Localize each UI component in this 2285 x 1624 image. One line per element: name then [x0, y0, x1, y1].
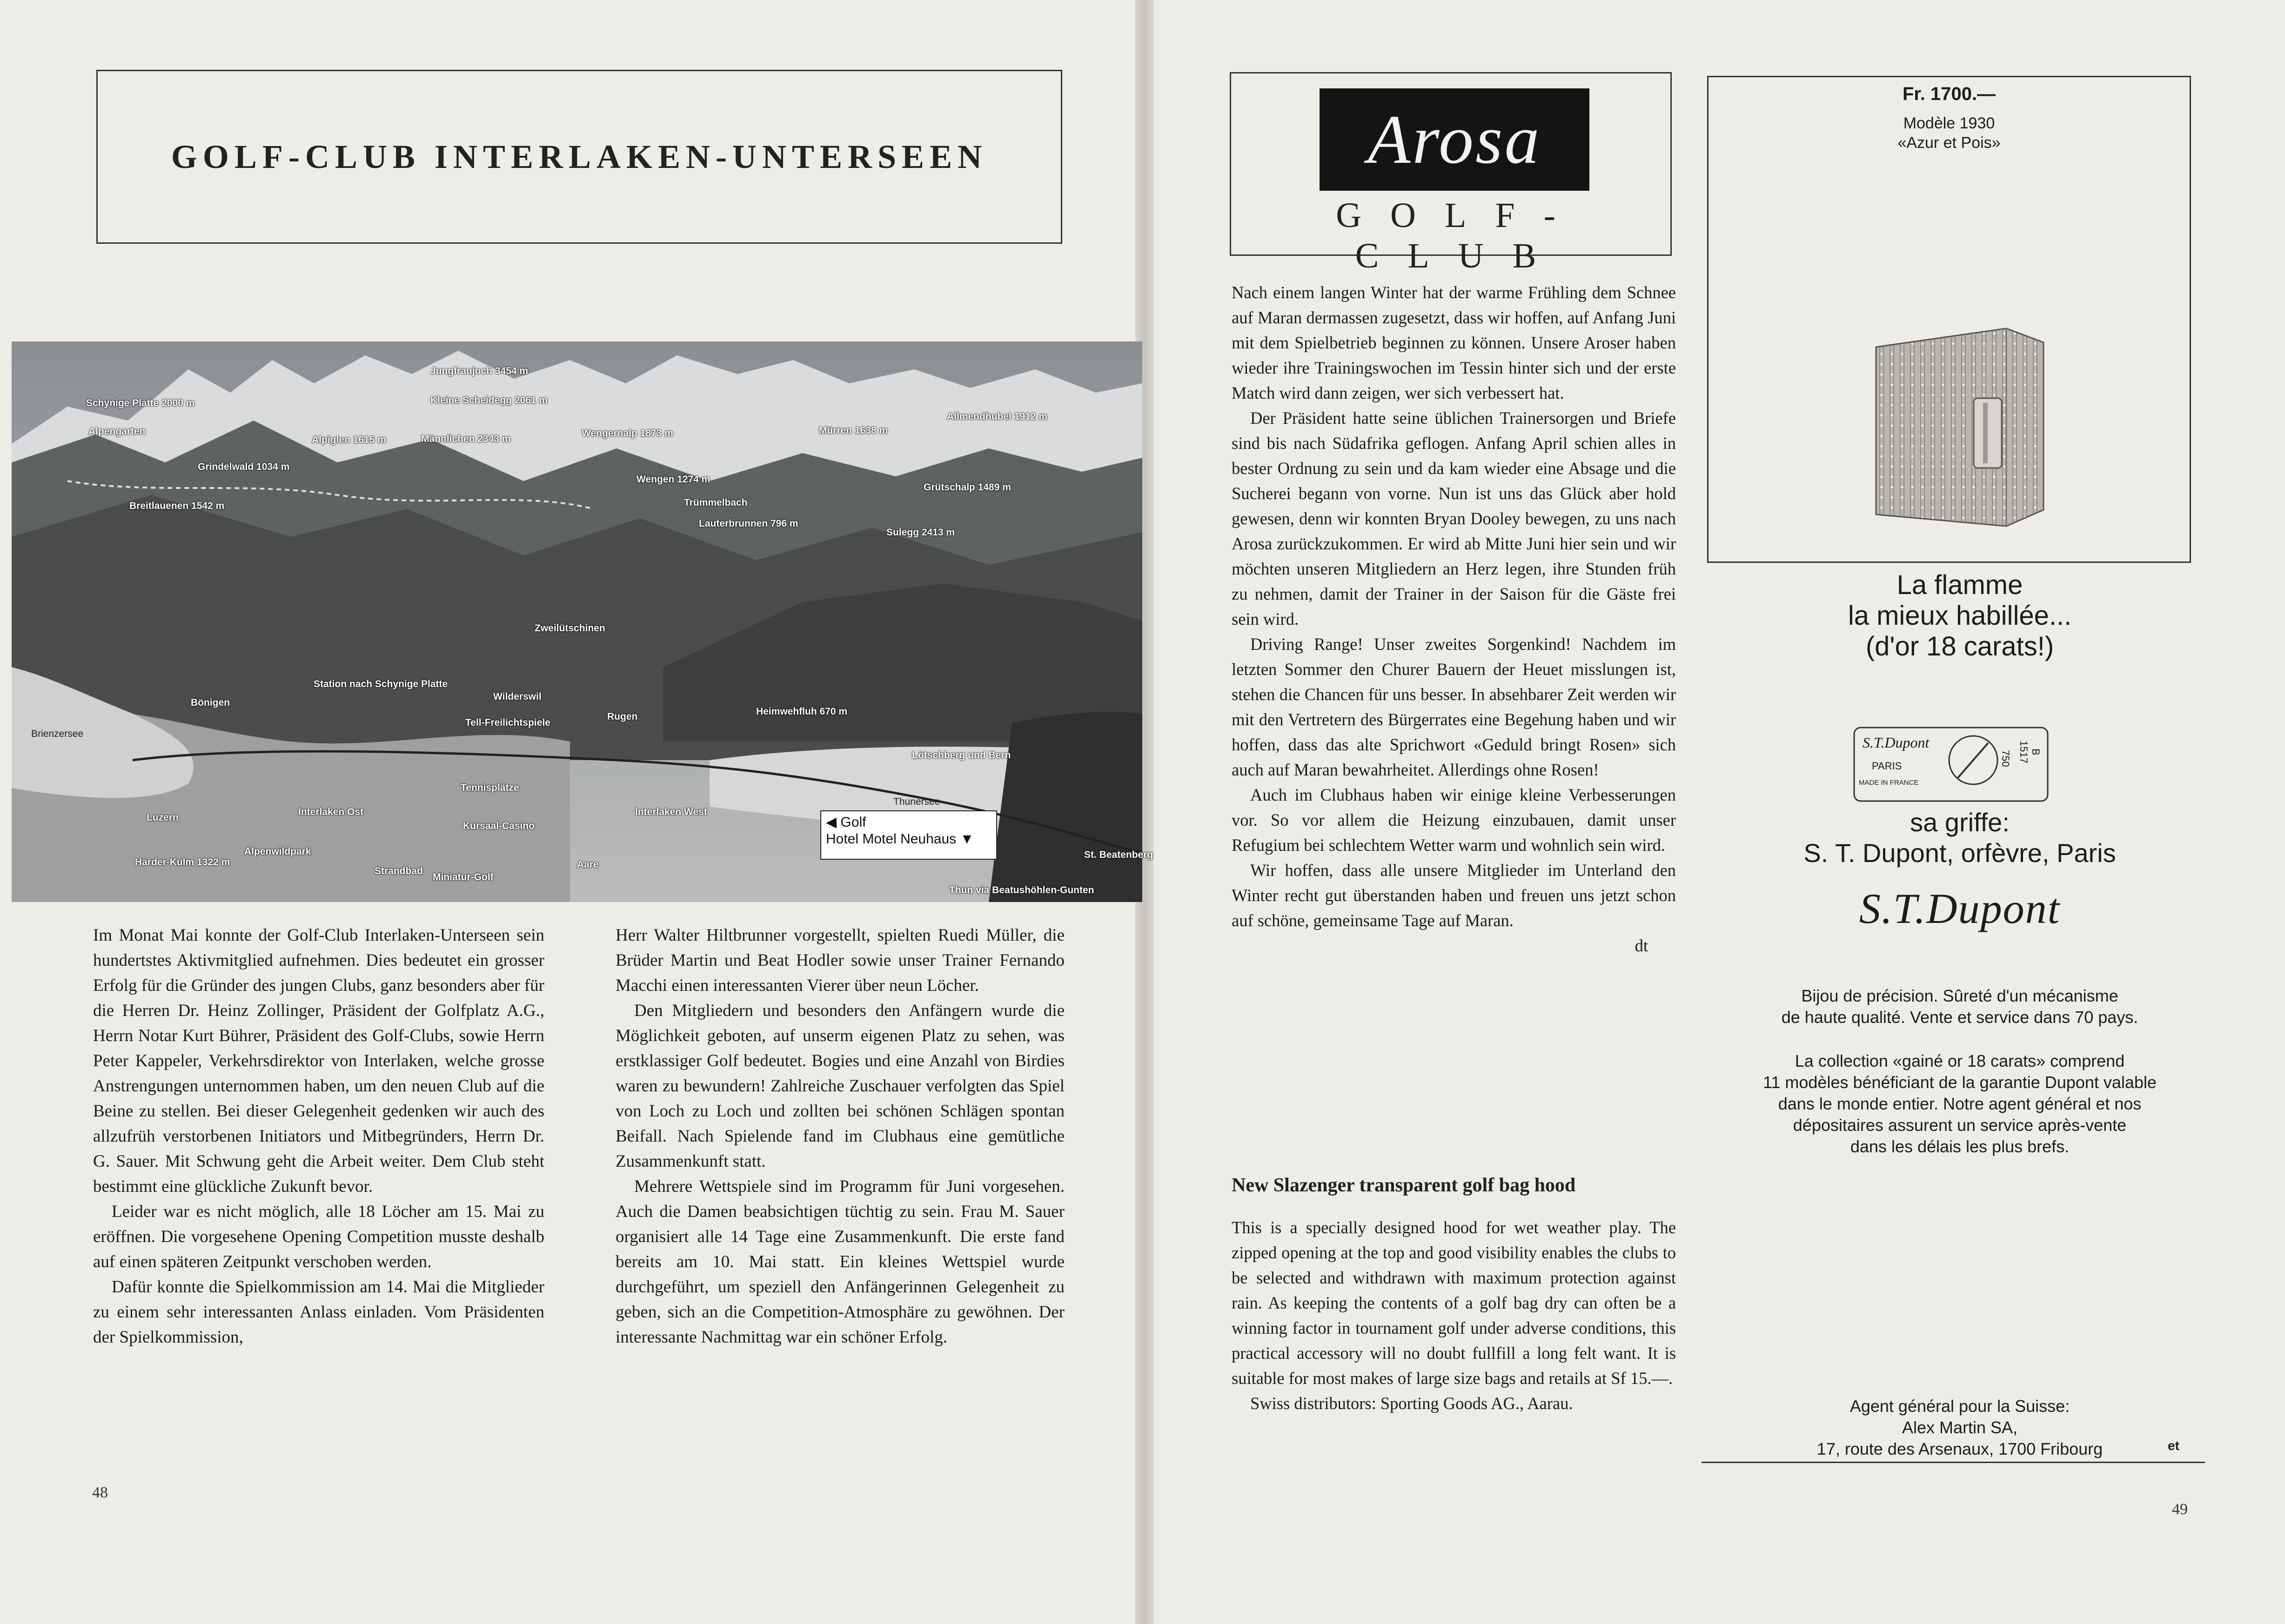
paragraph: Leider war es nicht möglich, alle 18 Löcher am 15. Mai zu eröffnen. Die vorgesehene Opening Competition musste deshalb auf einen späteren Zeitpunkt verschoben werden.: [93, 1202, 544, 1271]
paragraph: Nach einem langen Winter hat der warme Frühling dem Schnee auf Maran dermassen zugesetzt, dass wir hoffen, auf Anfang Juni mit dem Spielbetrieb beginnen zu können. Unsere Aroser haben wieder ihre Trainingswochen im Tessin hinter sich und der erste Match wird dann zeigen, wer sich verbessert hat.: [1232, 283, 1676, 402]
arosa-article: [1232, 280, 1676, 958]
model-name: [1709, 114, 2190, 153]
article-signature: dt: [1635, 936, 1648, 955]
map-label: Harder-Kulm 1322 m: [135, 857, 230, 868]
paragraph: Wir hoffen, dass alle unsere Mitglieder im Unterland den Winter recht gut überstanden haben und freuen uns jetzt schon auf schöne, gemeinsame Tage auf Maran.: [1232, 861, 1676, 930]
map-label: Strandbad: [375, 866, 423, 876]
bijou-line1: Bijou de précision. Sûreté d'un mécanisme: [1801, 986, 2118, 1005]
paragraph: Der Präsident hatte seine üblichen Trainersorgen und Briefe sind bis nach Südafrika geflogen. Anfang April schien alles in bester Ordnung zu sein und da kam wieder eine Absage und die Sucherei begann von vorne. Nun ist uns das Glück aber hold gewesen, denn wir konnten Bryan Dooley bewegen, zu uns nach Arosa zurückzukommen. Er wird ab Mitte Juni hier sein und wir möchten unseren Mitgliedern an Herz legen, ihre Stunden früh zu nehmen, damit der Trainer in der Saison für die Gäste frei sein wird.: [1232, 408, 1676, 628]
collection-text: [1688, 1050, 2232, 1157]
map-label: Wengernalp 1873 m: [582, 428, 673, 439]
bijou-text: [1688, 985, 2232, 1028]
map-label: Lötschberg und Bern: [912, 750, 1011, 761]
article-title-box: [96, 70, 1062, 244]
dupont-advertisement: [1688, 0, 2232, 1489]
article-title: GOLF-CLUB INTERLAKEN-UNTERSEEN: [171, 138, 988, 175]
map-label: Grindelwald 1034 m: [198, 461, 290, 472]
model-line1: Modèle 1930: [1903, 114, 1995, 132]
map-label: Jungfraujoch 3454 m: [430, 366, 529, 376]
map-label: Rugen: [607, 711, 638, 722]
lighter-image: [1867, 328, 2053, 526]
map-label: Wengen 1274 m: [637, 474, 710, 485]
article-column-1: [93, 923, 544, 1350]
article-column-2: [616, 923, 1065, 1350]
griffe-text: [1688, 807, 2232, 869]
agent-line: Alex Martin SA,: [1902, 1418, 2018, 1437]
slazenger-heading: New Slazenger transparent golf bag hood: [1232, 1175, 1576, 1196]
arrow-left-icon: ◀: [826, 815, 837, 830]
stamp-750: 750: [2000, 750, 2011, 767]
map-label: Sulegg 2413 m: [886, 527, 955, 538]
stamp-city: PARIS: [1872, 760, 1902, 772]
hallmark-stamp: [1853, 727, 2049, 802]
map-label: Miniatur-Golf: [433, 872, 494, 882]
dupont-signature: S.T.Dupont: [1859, 885, 2061, 932]
map-label: Luzern: [147, 812, 179, 823]
collection-line: dans le monde entier. Notre agent général et nos: [1778, 1094, 2142, 1113]
collection-line: 11 modèles bénéficiant de la garantie Dupont valable: [1763, 1073, 2157, 1092]
map-label: Alpenwildpark: [244, 846, 311, 857]
arosa-logo: [1320, 88, 1589, 191]
golf-direction-sign: [820, 810, 997, 860]
paragraph: Herr Walter Hiltbrunner vorgestellt, spielten Ruedi Müller, die Brüder Martin und Beat Hodler sowie unser Trainer Fernando Macchi einen interessanten Vierer über neun Löcher.: [616, 926, 1065, 995]
stamp-brand: S.T.Dupont: [1863, 734, 1930, 751]
model-line2: «Azur et Pois»: [1897, 134, 2001, 152]
interlaken-map: [12, 341, 1153, 902]
map-label: Lauterbrunnen 796 m: [699, 518, 798, 529]
map-label: Männlichen 2343 m: [421, 434, 511, 444]
map-label: Alpengarten: [88, 426, 146, 437]
arosa-header-box: [1230, 72, 1672, 275]
flame-headline: [1688, 570, 2232, 662]
paragraph: Den Mitgliedern und besonders den Anfängern wurde die Möglichkeit geboten, auf unserm eigenen Platz zu sehen, was erstklassiger Golf bedeutet. Bogies und eine Anzahl von Birdies waren zu bewundern! Zahlreiche Zuschauer verfolgten das Spiel von Loch zu Loch und zollten bei schönen Schlägen spontan Beifall. Nach Spielende fand im Clubhaus eine gemütliche Zusammenkunft statt.: [616, 1001, 1065, 1171]
paragraph: Driving Range! Unser zweites Sorgenkind! Nachdem im letzten Sommer den Churer Bauern der Heuet misslungen ist, stehen die Chancen für uns besser. In absehbarer Zeit werden wir mit den Vertretern des Bürgerrates eine Begehung haben und wir hoffen, dass das alte Sprichwort «Geduld bringt Rosen» sich auch auf Maran bewahrheitet. Allerdings ohne Rosen!: [1232, 635, 1676, 779]
map-label: Grütschalp 1489 m: [924, 482, 1011, 493]
slazenger-article: [1232, 1215, 1676, 1416]
stamp-code: B 1517: [2018, 741, 2042, 763]
map-label: Kursaal-Casino: [463, 821, 535, 831]
arosa-logo-text: Arosa: [1367, 101, 1541, 178]
collection-line: La collection «gainé or 18 carats» comprend: [1795, 1051, 2125, 1070]
map-label: Thun via Beatushöhlen-Gunten: [949, 885, 1094, 896]
map-label: Mürren 1638 m: [819, 425, 888, 436]
map-label: Interlaken Ost: [298, 807, 364, 817]
map-label: Tennisplätze: [461, 782, 519, 793]
flame-line1: La flamme: [1896, 570, 2023, 600]
collection-line: dépositaires assurent un service après-vente: [1793, 1116, 2127, 1135]
bijou-line2: de haute qualité. Vente et service dans 70 pays.: [1781, 1008, 2138, 1027]
flame-line2: la mieux habillée...: [1848, 601, 2072, 631]
map-label: Station nach Schynige Platte: [314, 679, 448, 689]
map-label: Brienzersee: [31, 728, 84, 739]
page-number: 49: [2172, 1501, 2188, 1518]
paragraph: Im Monat Mai konnte der Golf-Club Interlaken-Unterseen sein hundertstes Aktivmitglied aufnehmen. Dies bedeutet ein grosser Erfolg für die Gründer des jungen Clubs, ganz besonders aber für die Herren Dr. Heinz Zollinger, Präsident der Golfplatz A.G., Herrn Notar Kurt Bührer, Präsident des Golf-Clubs, sowie Herrn Peter Kappeler, Verkehrsdirektor von Interlaken, welche grosse Anstrengungen unternommen haben, um den neuen Club auf die Beine zu stellen. Bei dieser Gelegenheit gedenken wir auch des allzufrüh verstorbenen Initiators und Mitbegründers, Herrn Dr. G. Sauer. Mit Schwung geht die Arbeit weiter. Dem Club steht bestimmt eine glückliche Zukunft bevor.: [93, 926, 544, 1196]
map-label: Kleine Scheidegg 2061 m: [430, 395, 548, 406]
map-label: Breitlauenen 1542 m: [129, 501, 225, 511]
price: Fr. 1700.—: [1902, 84, 1996, 104]
map-label: Aare: [577, 859, 599, 870]
griffe-line2: S. T. Dupont, orfèvre, Paris: [1803, 838, 2116, 868]
map-label: Wilderswil: [493, 691, 542, 702]
lighter-frame: [1707, 76, 2191, 563]
golf-sign-line2: Hotel Motel Neuhaus: [826, 831, 957, 847]
agent-line: 17, route des Arsenaux, 1700 Fribourg: [1816, 1439, 2103, 1458]
map-label: Zweilütschinen: [535, 623, 605, 634]
golf-club-subtitle: GOLF-CLUB: [1336, 196, 1584, 275]
flame-line3: (d'or 18 carats!): [1865, 631, 2054, 662]
divider: [1702, 1462, 2205, 1463]
paragraph: Swiss distributors: Sporting Goods AG., Aarau.: [1250, 1394, 1573, 1413]
arrow-down-icon: ▼: [960, 831, 974, 847]
agent-code: et: [2168, 1438, 2179, 1453]
map-label: Thunersee: [893, 796, 940, 807]
map-label: St. Beatenberg: [1084, 849, 1153, 860]
golf-sign-line1: Golf: [840, 815, 866, 830]
map-label: Allmendhubel 1912 m: [947, 411, 1047, 422]
map-label: Schynige Platte 2000 m: [86, 398, 195, 408]
map-label: Tell-Freilichtspiele: [465, 717, 550, 728]
griffe-line1: sa griffe:: [1910, 808, 2010, 837]
collection-line: dans les délais les plus brefs.: [1850, 1137, 2070, 1156]
agent-address: [1688, 1396, 2232, 1460]
stamp-made: MADE IN FRANCE: [1859, 779, 1919, 787]
map-label: Interlaken West: [635, 807, 707, 817]
paragraph: Mehrere Wettspiele sind im Programm für Juni vorgesehen. Auch die Damen beabsichtigen tüchtig zu sein. Frau M. Sauer organisiert alle 14 Tage eine Zusammenkunft. Die erste fand bereits am 10. Mai statt. Ein kleines Wettspiel wurde durchgeführt, um speziell den Anfängerinnen Gelegenheit zu geben, sich an die Competition-Atmosphäre zu gewöhnen. Der interessante Nachmittag war ein schöner Erfolg.: [616, 1177, 1065, 1347]
page-number: 48: [92, 1484, 108, 1501]
paragraph: This is a specially designed hood for wet weather play. The zipped opening at the top and good visibility enables the clubs to be selected and withdrawn with maximum protection against rain. As keeping the contents of a golf bag dry can often be a winning factor in tournament golf under adverse conditions, this practical accessory will no doubt fullfill a long felt want. It is suitable for most makes of large size bags and retails at Sf 15.—.: [1232, 1218, 1676, 1388]
paragraph: Dafür konnte die Spielkommission am 14. Mai die Mitglieder zu einem sehr interessanten Anlass einladen. Vom Präsidenten der Spielkommission,: [93, 1277, 544, 1347]
map-label: Bönigen: [191, 697, 230, 708]
map-label: Heimwehfluh 670 m: [756, 706, 848, 717]
paragraph: Auch im Clubhaus haben wir einige kleine Verbesserungen vor. So vor allem die Heizung einzubauen, damit unser Refugium bei schlechtem Wetter warm und wohnlich sein wird.: [1232, 785, 1676, 855]
agent-line: Agent général pour la Suisse:: [1849, 1397, 2070, 1416]
map-label: Trümmelbach: [684, 497, 748, 508]
map-label: Alpiglen 1615 m: [312, 434, 386, 445]
